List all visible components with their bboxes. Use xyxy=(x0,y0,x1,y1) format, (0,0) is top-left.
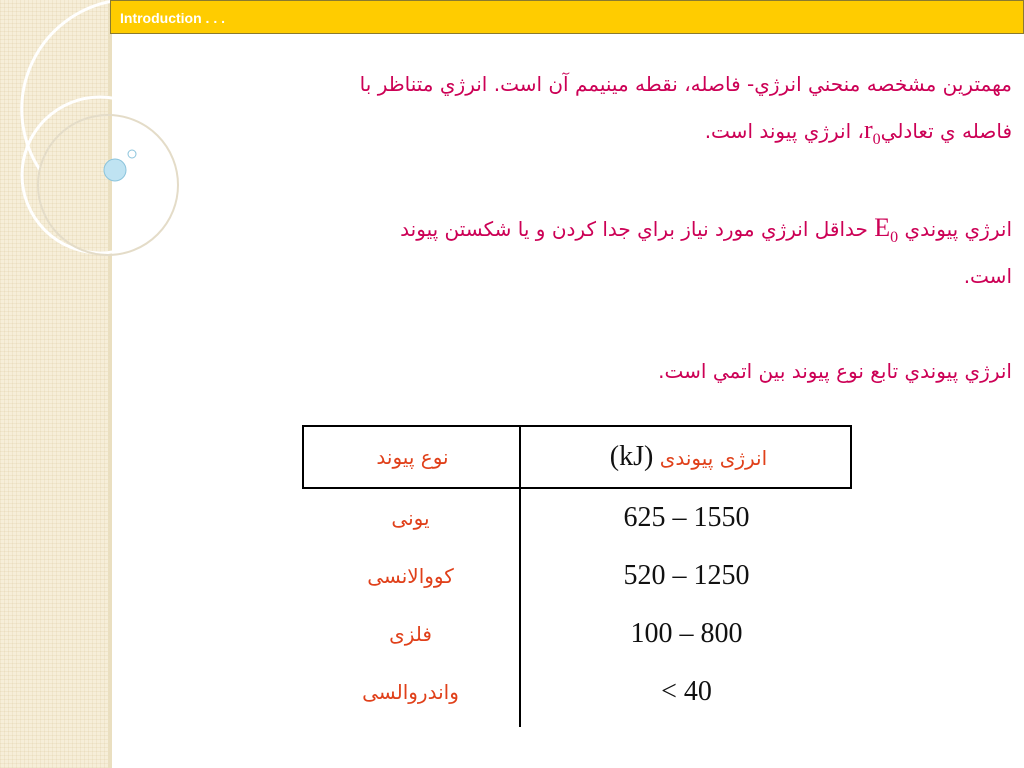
paragraph-1-line-2 xyxy=(705,108,1012,162)
e-symbol: E xyxy=(874,213,891,242)
title-bar xyxy=(110,0,1024,34)
slide-title: Introduction . . . xyxy=(120,10,225,26)
bond-energy-table xyxy=(302,425,852,730)
e-subscript: 0 xyxy=(890,229,899,247)
bond-energy-cell: < 40 xyxy=(661,676,712,707)
bond-type-cell: واندروالسی xyxy=(362,680,459,704)
table-header xyxy=(302,425,852,489)
table-row xyxy=(302,489,852,547)
e0-symbol xyxy=(874,213,899,247)
header-energy-label: انرژی پیوندی xyxy=(659,446,768,470)
decorative-circles-icon xyxy=(0,0,180,260)
paragraph-3 xyxy=(658,349,1012,393)
bond-energy-cell: 100 – 800 xyxy=(630,618,743,649)
paragraph-2-post: حداقل انرژي مورد نياز براي جدا كردن و يا شكستن پيوند xyxy=(400,217,868,241)
bond-energy-cell: 520 – 1250 xyxy=(623,560,750,591)
header-bond-type: نوع پیوند xyxy=(376,445,449,469)
table-row xyxy=(302,663,852,721)
bond-type-cell: کووالانسی xyxy=(367,564,454,588)
r0-symbol xyxy=(864,115,881,149)
header-bond-energy xyxy=(523,439,854,475)
header-energy-unit: (kJ) xyxy=(609,441,654,472)
paragraph-2-pre: انرژي پيوندي xyxy=(904,217,1012,241)
paragraph-1-text: مهمترين مشخصه منحني انرژي- فاصله، نقطه مينيمم آن است. انرژي متناظر با xyxy=(359,72,1012,96)
paragraph-1-line-1 xyxy=(360,62,1012,106)
bond-type-cell: یونی xyxy=(391,506,430,530)
r-symbol: r xyxy=(864,115,873,144)
paragraph-1-line-2-post: ، انرژي پيوند است. xyxy=(704,119,864,143)
paragraph-1-line-2-pre: فاصله ي تعادلي xyxy=(880,119,1012,143)
table-row xyxy=(302,605,852,663)
paragraph-2-line-1 xyxy=(400,206,1012,260)
bond-type-cell: فلزی xyxy=(389,622,432,646)
r-subscript: 0 xyxy=(872,131,881,149)
paragraph-2-end: است. xyxy=(963,264,1012,288)
table-row xyxy=(302,547,852,605)
paragraph-2-line-2 xyxy=(964,254,1012,298)
paragraph-3-text: انرژي پيوندي تابع نوع پيوند بين اتمي است. xyxy=(658,359,1012,383)
bond-energy-cell: 625 – 1550 xyxy=(623,502,750,533)
